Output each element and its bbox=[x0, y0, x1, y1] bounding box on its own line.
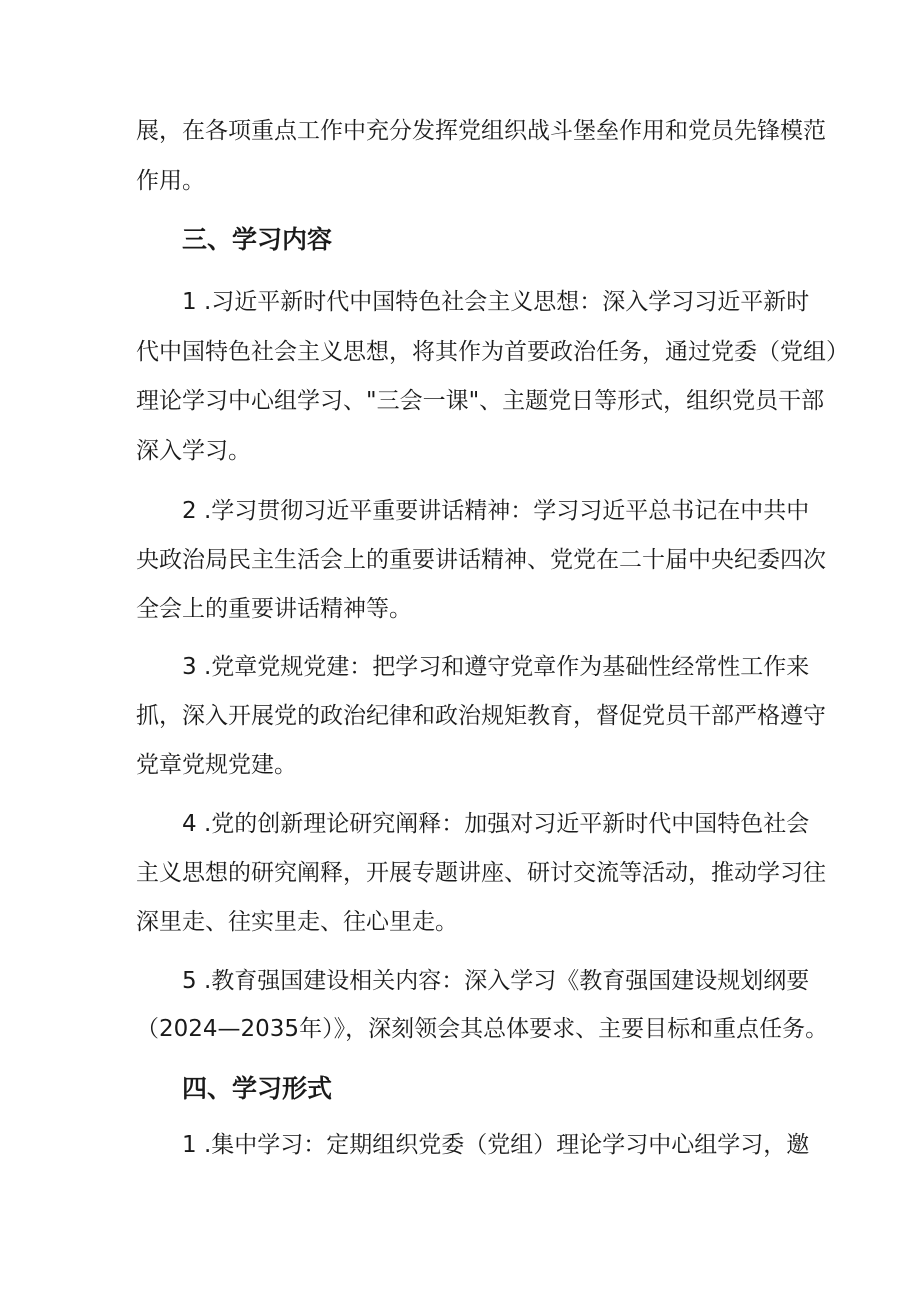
paragraph-line: 深入学习。 bbox=[136, 438, 251, 464]
paragraph-line: 抓，深入开展党的政治纪律和政治规矩教育，督促党员干部严格遵守 bbox=[136, 703, 826, 729]
paragraph-line: 全会上的重要讲话精神等。 bbox=[136, 596, 412, 622]
paragraph-line: 展，在各项重点工作中充分发挥党组织战斗堡垒作用和党员先锋模范 bbox=[136, 118, 826, 144]
paragraph-line: 作用。 bbox=[136, 168, 205, 194]
paragraph-line: 党章党规党建。 bbox=[136, 752, 297, 778]
paragraph-line: 5 .教育强国建设相关内容：深入学习《教育强国建设规划纲要 bbox=[182, 968, 810, 994]
paragraph-line: 央政治局民主生活会上的重要讲话精神、党党在二十届中央纪委四次 bbox=[136, 547, 826, 573]
paragraph-line: 主义思想的研究阐释，开展专题讲座、研讨交流等活动，推动学习往 bbox=[136, 860, 826, 886]
paragraph-line: 深里走、往实里走、往心里走。 bbox=[136, 909, 458, 935]
section-heading: 四、学习形式 bbox=[182, 1074, 333, 1103]
paragraph-line: 代中国特色社会主义思想，将其作为首要政治任务，通过党委（党组） bbox=[136, 339, 849, 365]
paragraph-line: 1 .习近平新时代中国特色社会主义思想：深入学习习近平新时 bbox=[182, 289, 810, 315]
paragraph-line: 理论学习中心组学习、"三会一课"、主题党日等形式，组织党员干部 bbox=[136, 388, 825, 414]
paragraph-line: （2024—2035年）》，深刻领会其总体要求、主要目标和重点任务。 bbox=[136, 1016, 829, 1042]
paragraph-line: 2 .学习贯彻习近平重要讲话精神：学习习近平总书记在中共中 bbox=[182, 498, 810, 524]
paragraph-line: 3 .党章党规党建：把学习和遵守党章作为基础性经常性工作来 bbox=[182, 654, 810, 680]
paragraph-line: 1 .集中学习：定期组织党委（党组）理论学习中心组学习，邀 bbox=[182, 1132, 810, 1158]
section-heading: 三、学习内容 bbox=[182, 225, 333, 254]
paragraph-line: 4 .党的创新理论研究阐释：加强对习近平新时代中国特色社会 bbox=[182, 811, 810, 837]
